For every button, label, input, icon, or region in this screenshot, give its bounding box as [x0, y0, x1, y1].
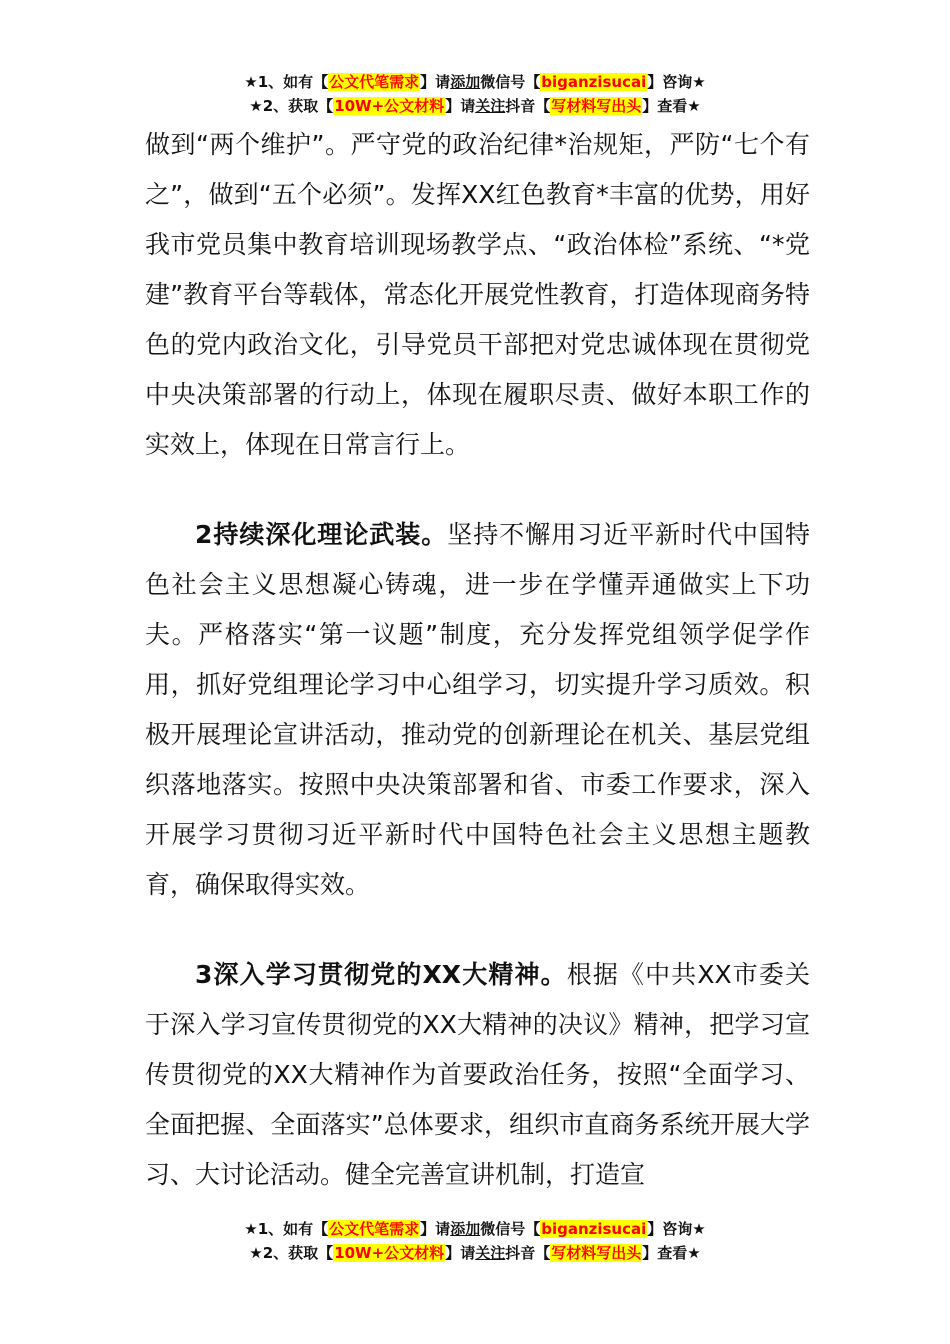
promo-text: ★2、获取【: [249, 97, 334, 115]
promo-underlined-text: 关注: [475, 97, 506, 115]
promo-underlined-text: 添加: [450, 73, 481, 91]
paragraph-gap: [145, 910, 810, 950]
promo-line-2: [0, 1241, 950, 1265]
promo-text: 】咨询★: [647, 1220, 706, 1238]
promo-highlight: 公文代笔需求: [329, 1220, 420, 1238]
paragraph-3-text: 根据《中共XX市委关于深入学习宣传贯彻党的XX大精神的决议》精神，把学习宣传贯彻党的XX大精神作为首要政治任务，按照“全面学习、全面把握、全面落实”总体要求，组织市直商务系统开展大学习、大讨论活动。健全完善宣讲机制，打造宣: [145, 960, 810, 1189]
promo-text: 】请: [420, 73, 451, 91]
promo-text: 抖音【: [505, 1244, 551, 1262]
promo-text: ★1、如有【: [244, 73, 329, 91]
promo-banner-top: [0, 70, 950, 118]
paragraph-2: [145, 510, 810, 910]
promo-text: 】请: [445, 1244, 476, 1262]
douyin-account-highlight: 写材料写出头: [551, 97, 642, 115]
wechat-id-highlight: biganzisucai: [541, 1220, 647, 1238]
promo-text: 】查看★: [642, 1244, 701, 1262]
promo-text: 】请: [445, 97, 476, 115]
promo-text: 】查看★: [642, 97, 701, 115]
promo-text: 微信号【: [480, 1220, 541, 1238]
paragraph-2-text: 坚持不懈用习近平新时代中国特色社会主义思想凝心铸魂，进一步在学懂弄通做实上下功夫。严格落实“第一议题”制度，充分发挥党组领学促学作用，抓好党组理论学习中心组学习，切实提升学习质效。积极开展理论宣讲活动，推动党的创新理论在机关、基层党组织落地落实。按照中央决策部署和省、市委工作要求，深入开展学习贯彻习近平新时代中国特色社会主义思想主题教育，确保取得实效。: [145, 520, 810, 899]
promo-line-1: [0, 70, 950, 94]
promo-text: 微信号【: [480, 73, 541, 91]
promo-highlight: 10W+公文材料: [334, 97, 445, 115]
paragraph-1: 做到“两个维护”。严守党的政治纪律*治规矩，严防“七个有之”，做到“五个必须”。发挥XX红色教育*丰富的优势，用好我市党员集中教育培训现场教学点、“政治体检”系统、“*党建”教育平台等载体，常态化开展党性教育，打造体现商务特色的党内政治文化，引导党员干部把对党忠诚体现在贯彻党中央决策部署的行动上，体现在履职尽责、做好本职工作的实效上，体现在日常言行上。: [145, 130, 810, 459]
promo-line-1: [0, 1217, 950, 1241]
document-body: [145, 120, 810, 1200]
promo-text: ★2、获取【: [249, 1244, 334, 1262]
promo-text: 】咨询★: [647, 73, 706, 91]
promo-highlight: 公文代笔需求: [329, 73, 420, 91]
promo-text: 抖音【: [505, 97, 551, 115]
promo-text: 】请: [420, 1220, 451, 1238]
promo-banner-bottom: [0, 1217, 950, 1265]
paragraph-gap: [145, 470, 810, 510]
promo-line-2: [0, 94, 950, 118]
promo-text: ★1、如有【: [244, 1220, 329, 1238]
paragraph-3: [145, 950, 810, 1200]
douyin-account-highlight: 写材料写出头: [551, 1244, 642, 1262]
promo-underlined-text: 添加: [450, 1220, 481, 1238]
promo-highlight: 10W+公文材料: [334, 1244, 445, 1262]
promo-underlined-text: 关注: [475, 1244, 506, 1262]
wechat-id-highlight: biganzisucai: [541, 73, 647, 91]
paragraph-3-heading: 3深入学习贯彻党的XX大精神。: [195, 960, 567, 989]
paragraph-2-heading: 2持续深化理论武装。: [195, 520, 448, 549]
